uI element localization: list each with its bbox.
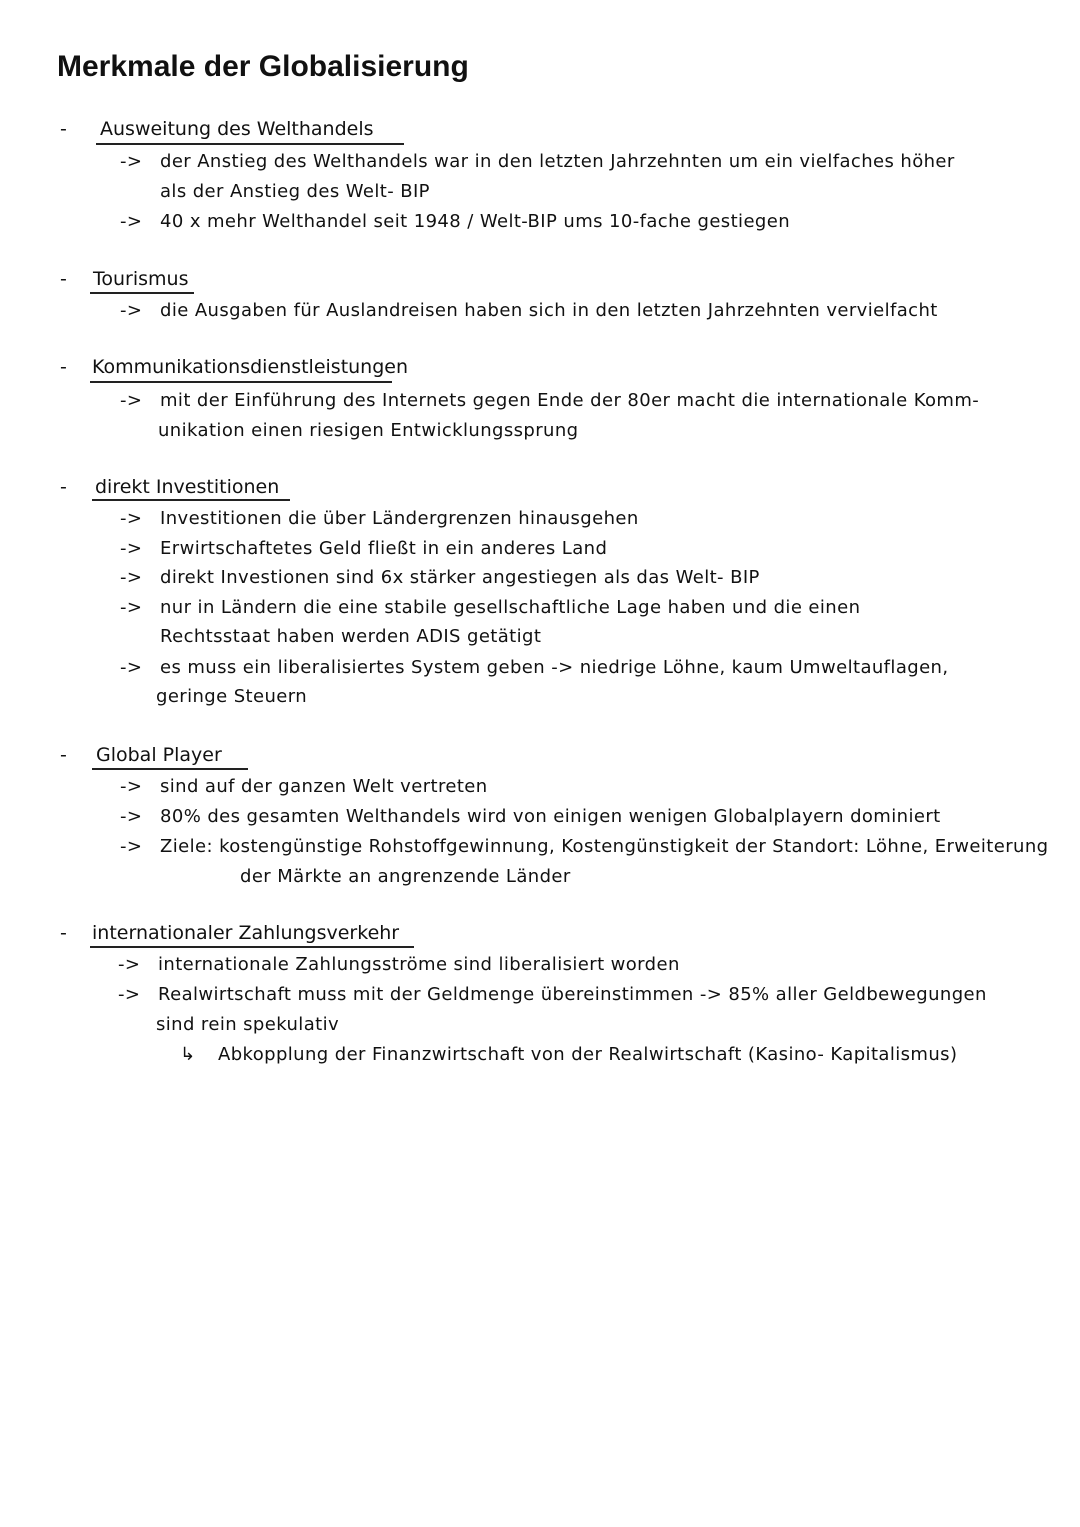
note-line: ↳ Abkopplung der Finanzwirtschaft von der Realwirtschaft (Kasino- Kapitalismus) — [180, 1044, 958, 1065]
heading-underline — [90, 381, 392, 383]
note-line: -> nur in Ländern die eine stabile gesellschaftliche Lage haben und die einen — [120, 597, 861, 618]
note-line: -> direkt Investionen sind 6x stärker angestiegen als das Welt- BIP — [120, 567, 760, 588]
note-line: -> Realwirtschaft muss mit der Geldmenge übereinstimmen -> 85% aller Geldbewegungen — [118, 984, 987, 1005]
arrow-icon: -> — [120, 211, 143, 232]
note-line: -> der Anstieg des Welthandels war in den letzten Jahrzehnten um ein vielfaches höher — [120, 151, 955, 172]
note-line: der Märkte an angrenzende Länder — [240, 866, 571, 887]
arrow-icon: -> — [120, 836, 143, 857]
section-heading: Kommunikationsdienstleistungen — [92, 356, 409, 378]
arrow-icon: -> — [120, 776, 143, 797]
note-line: sind rein spekulativ — [156, 1014, 340, 1035]
note-line: unikation einen riesigen Entwicklungssprung — [158, 420, 579, 441]
arrow-icon: -> — [120, 597, 143, 618]
heading-underline — [90, 292, 194, 294]
note-line: -> 80% des gesamten Welthandels wird von einigen wenigen Globalplayern dominiert — [120, 806, 941, 827]
bullet-dash: - — [60, 476, 67, 498]
heading-underline — [90, 946, 414, 948]
arrow-icon: -> — [120, 567, 143, 588]
arrow-icon: -> — [120, 657, 143, 678]
arrow-icon: -> — [120, 806, 143, 827]
section-heading: direkt Investitionen — [95, 476, 280, 498]
note-line: -> mit der Einführung des Internets gegen Ende der 80er macht die internationale Komm- — [120, 390, 980, 411]
note-line: -> 40 x mehr Welthandel seit 1948 / Welt-BIP ums 10-fache gestiegen — [120, 211, 791, 232]
arrow-icon: -> — [120, 151, 143, 172]
note-line: -> Ziele: kostengünstige Rohstoffgewinnung, Kostengünstigkeit der Standort: Löhne, Erweiterung — [120, 836, 1049, 857]
note-line: -> es muss ein liberalisiertes System geben -> niedrige Löhne, kaum Umweltauflagen, — [120, 657, 949, 678]
note-line: -> internationale Zahlungsströme sind liberalisiert worden — [118, 954, 680, 975]
arrow-icon: -> — [120, 538, 143, 559]
heading-underline — [92, 768, 248, 770]
heading-underline — [96, 143, 404, 145]
bullet-dash: - — [60, 268, 67, 290]
page-title: Merkmale der Globalisierung — [57, 50, 469, 83]
section-heading: Global Player — [96, 744, 222, 766]
note-line: geringe Steuern — [156, 686, 308, 707]
section-heading: internationaler Zahlungsverkehr — [92, 922, 400, 944]
note-line: -> die Ausgaben für Auslandreisen haben sich in den letzten Jahrzehnten vervielfacht — [120, 300, 938, 321]
note-line: -> sind auf der ganzen Welt vertreten — [120, 776, 488, 797]
section-heading: Ausweitung des Welthandels — [100, 118, 374, 140]
bullet-dash: - — [60, 922, 67, 944]
note-line: -> Erwirtschaftetes Geld fließt in ein anderes Land — [120, 538, 608, 559]
hook-arrow-icon: ↳ — [180, 1044, 196, 1065]
arrow-icon: -> — [120, 508, 143, 529]
note-line: als der Anstieg des Welt- BIP — [160, 181, 430, 202]
arrow-icon: -> — [120, 300, 143, 321]
arrow-icon: -> — [120, 390, 143, 411]
arrow-icon: -> — [118, 984, 141, 1005]
bullet-dash: - — [60, 744, 67, 766]
bullet-dash: - — [60, 118, 67, 140]
note-line: Rechtsstaat haben werden ADIS getätigt — [160, 626, 542, 647]
section-heading: Tourismus — [93, 268, 189, 290]
bullet-dash: - — [60, 356, 67, 378]
heading-underline — [92, 499, 290, 501]
arrow-icon: -> — [118, 954, 141, 975]
note-line: -> Investitionen die über Ländergrenzen hinausgehen — [120, 508, 639, 529]
